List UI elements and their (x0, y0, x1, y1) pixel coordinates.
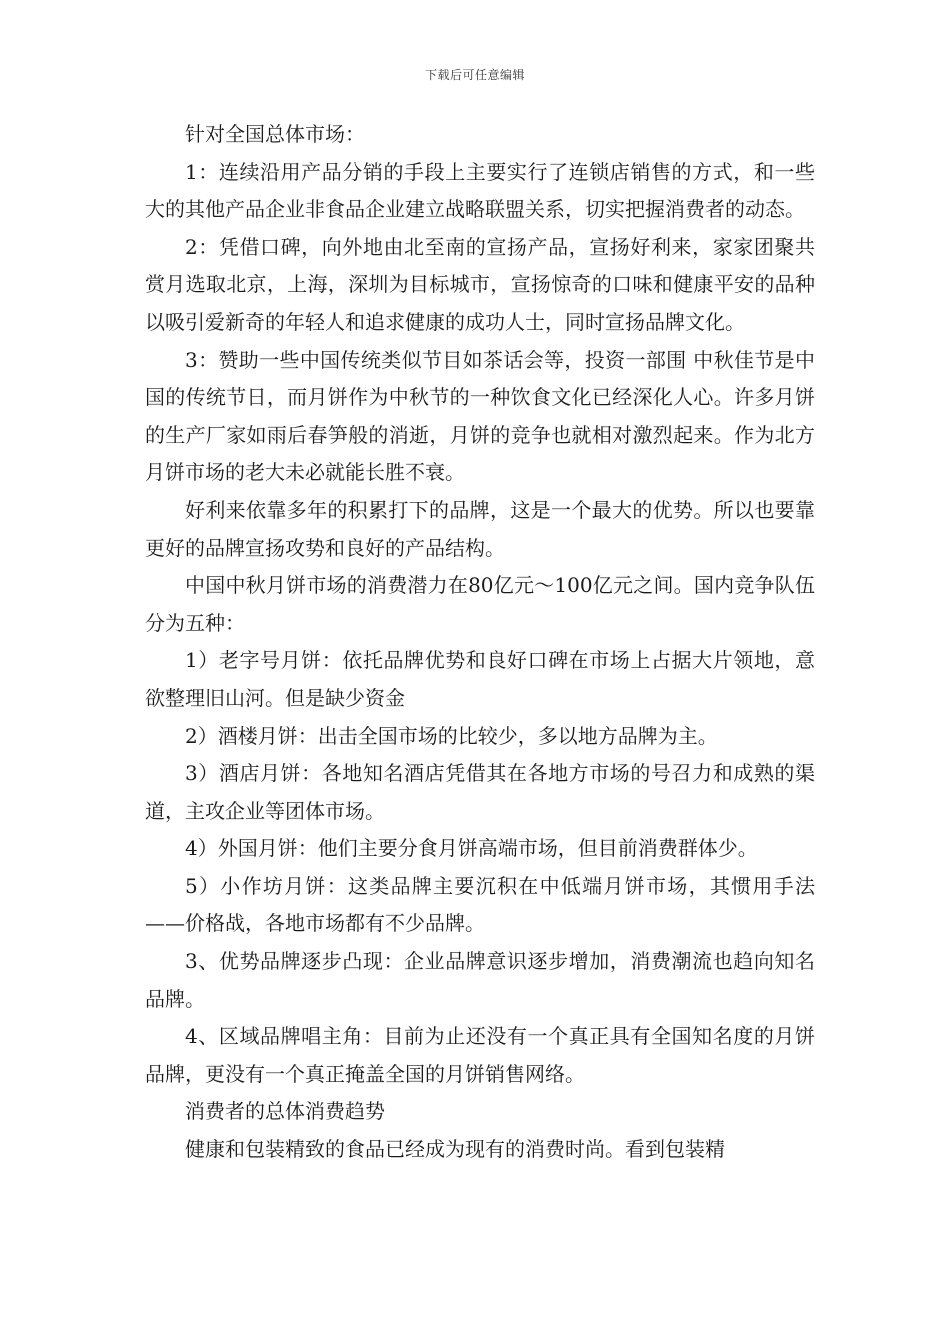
paragraph: 好利来依靠多年的积累打下的品牌，这是一个最大的优势。所以也要靠更好的品牌宣扬攻势和良好的产品结构。 (145, 497, 815, 560)
paragraph: 中国中秋月饼市场的消费潜力在80亿元～100亿元之间。国内竞争队伍分为五种： (145, 573, 815, 635)
paragraph: 3、优势品牌逐步凸现：企业品牌意识逐步增加，消费潮流也趋向知名品牌。 (145, 949, 815, 1011)
paragraph: 健康和包装精致的食品已经成为现有的消费时尚。看到包装精 (185, 1137, 725, 1162)
paragraph: 4、区域品牌唱主角：目前为止还没有一个真正具有全国知名度的月饼品牌，更没有一个真正掩盖全国的月饼销售网络。 (145, 1024, 815, 1086)
paragraph: 针对全国总体市场： (185, 122, 365, 146)
document-body (145, 116, 815, 1169)
paragraph: 2）酒楼月饼：出击全国市场的比较少，多以地方品牌为主。 (185, 723, 718, 748)
paragraph: 5）小作坊月饼：这类品牌主要沉积在中低端月饼市场，其惯用手法——价格战，各地市场都有不少品牌。 (145, 873, 815, 936)
paragraph: 4）外国月饼：他们主要分食月饼高端市场，但目前消费群体少。 (185, 836, 758, 861)
page-header: 下载后可任意编辑 (424, 68, 525, 82)
paragraph: 1）老字号月饼：依托品牌优势和良好口碑在市场上占据大片领地，意欲整理旧山河。但是缺少资金 (145, 648, 815, 710)
paragraph: 1：连续沿用产品分销的手段上主要实行了连锁店销售的方式，和一些大的其他产品企业非食品企业建立战略联盟关系，切实把握消费者的动态。 (145, 159, 815, 222)
paragraph: 2：凭借口碑，向外地由北至南的宣扬产品，宣扬好利来，家家团聚共赏月选取北京，上海，深圳为目标城市，宣扬惊奇的口味和健康平安的品种以吸引爱新奇的年轻人和追求健康的成功人士，同时宣扬品牌文化。 (145, 234, 815, 334)
paragraph: 3：赞助一些中国传统类似节目如茶话会等，投资一部围 中秋佳节是中国的传统节日，而月饼作为中秋节的一种饮食文化已经深化人心。许多月饼的生产厂家如雨后春笋般的消逝，月饼的竞争也就相对激烈起来。作为北方月饼市场的老大未必就能长胜不衰。 (145, 347, 815, 485)
paragraph: 消费者的总体消费趋势 (185, 1099, 385, 1124)
paragraph: 3）酒店月饼：各地知名酒店凭借其在各地方市场的号召力和成熟的渠道，主攻企业等团体市场。 (145, 761, 815, 823)
